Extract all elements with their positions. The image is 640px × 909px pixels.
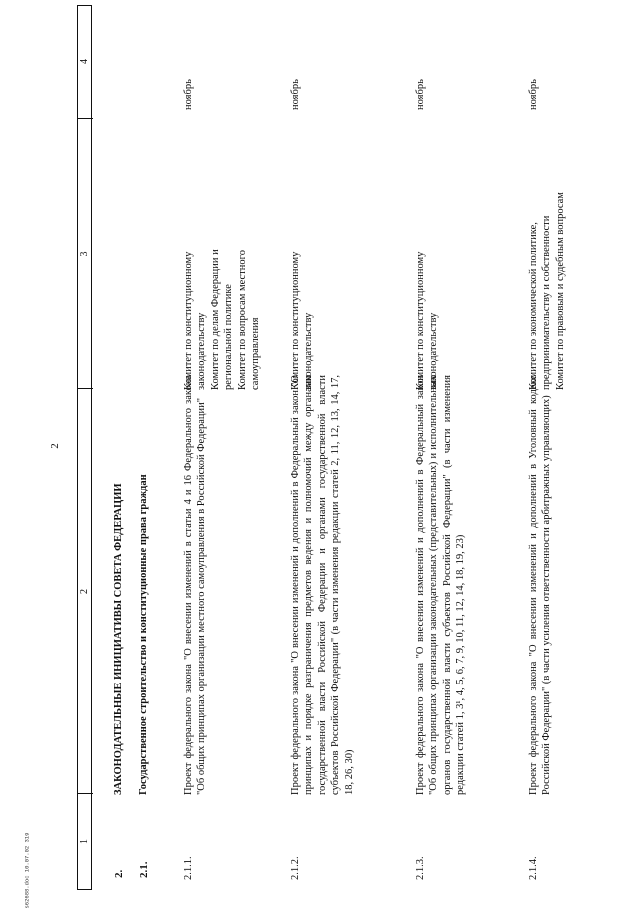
committee-name: Комитет по конституционному законодательству: [290, 251, 315, 390]
row-date: ноябрь: [415, 79, 426, 110]
committee-name: Комитет по вопросам местного самоуправления: [236, 250, 262, 390]
row-description: Проект федерального закона "О внесении изменений в статьи 4 и 16 Федерального закона "Об общих принципах организации местного самоуправления в Российской Федерации": [183, 375, 208, 795]
committee-name: Комитет по конституционному законодательству: [183, 251, 208, 390]
page-number: 2: [49, 443, 61, 449]
work-plan-table: [77, 5, 607, 890]
row-description: Проект федерального закона "О внесении изменений и дополнений в Уголовный кодекс Российской Федерации" (в части усиления ответственности арбитражных управляющих): [528, 375, 553, 795]
column-header-4: 4: [79, 59, 90, 64]
row-number: 2.1.2.: [290, 856, 301, 880]
committee-name: Комитет по экономической политике, предпринимательству и собственности: [528, 215, 553, 390]
footer-code: s62688.doc 10.07.02 319: [23, 832, 31, 909]
row-committees: [182, 190, 263, 390]
subsection-number: 2.1.: [138, 861, 150, 878]
section-title: ЗАКОНОДАТЕЛЬНЫЕ ИНИЦИАТИВЫ СОВЕТА ФЕДЕРАЦИИ: [113, 483, 124, 795]
subsection-title: Государственное строительство и конституционные права граждан: [138, 474, 149, 795]
committee-name: Комитет по правовым и судебным вопросам: [554, 192, 566, 390]
column-header-1: 1: [79, 839, 90, 844]
row-date: ноябрь: [183, 79, 194, 110]
column-header-row: [77, 5, 92, 890]
column-header-2: 2: [79, 589, 90, 594]
row-description: Проект федерального закона "О внесении изменений и дополнений в Федеральный закон "Об общих принципах организации законодательных (представительных) и исполнительных органов государственной власти субъектов Российской Федерации" (в части изменения редакции статей 1, 3¹, 4, 5, 6, 7, 9, 10, 11, 12, 14, 18, 19, 23): [415, 375, 467, 795]
row-number: 2.1.3.: [415, 856, 426, 880]
committee-name: Комитет по делам Федерации и региональной политике: [209, 249, 235, 390]
committee-name: Комитет по конституционному законодательству: [415, 251, 440, 390]
row-committees: [289, 190, 316, 390]
row-description: Проект федерального закона "О внесении изменений и дополнений в Федеральный закон "О принципах и порядке разграничения предметов ведения и полномочий между органами государственной власти Российской Федерации и органами государственной власти субъектов Российской Федерации" (в части изменения редакции статей 2, 11, 12, 13, 14, 17, 18, 26, 30): [290, 375, 355, 795]
row-committees: [414, 190, 441, 390]
section-number: 2.: [113, 869, 125, 878]
row-number: 2.1.1.: [183, 856, 194, 880]
row-committees: [527, 190, 567, 390]
row-number: 2.1.4.: [528, 856, 539, 880]
column-header-3: 3: [79, 251, 90, 257]
row-date: ноябрь: [290, 79, 301, 110]
row-date: ноябрь: [528, 79, 539, 110]
